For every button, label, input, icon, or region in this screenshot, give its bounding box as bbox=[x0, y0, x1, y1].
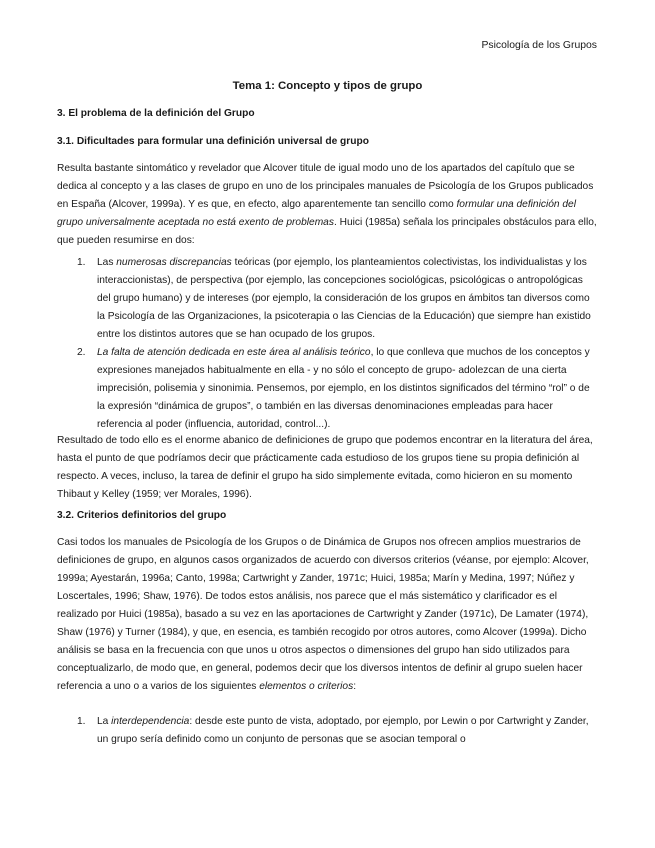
list-item bbox=[57, 254, 599, 344]
list-text: : desde este punto de vista, adoptado, por ejemplo, por Lewin o por Cartwright y Zander, un grupo sería definido como un conjunto de personas que se asocian temporal o bbox=[97, 716, 589, 745]
paragraph-text: : bbox=[353, 681, 357, 692]
section-3-2-heading: 3.2. Criterios definitorios del grupo bbox=[57, 510, 227, 521]
emphasis-text: interdependencia bbox=[111, 716, 190, 727]
emphasis-text: formular una definición del grupo universalmente aceptada no está exento de problemas bbox=[57, 199, 576, 228]
list-text: La bbox=[97, 716, 112, 727]
section-3-heading: 3. El problema de la definición del Grupo bbox=[57, 108, 255, 119]
section-3-2-paragraph-1 bbox=[57, 534, 599, 696]
list-text: Las bbox=[97, 257, 117, 268]
page-title: Tema 1: Concepto y tipos de grupo bbox=[232, 80, 423, 92]
list-text: teóricas (por ejemplo, los planteamientos colectivistas, los individualistas y los interaccionistas), de perspectiva (por ejemplo, las concepciones sociológicas, psicológicas o antropológicas del grupo humano) y de intereses (por ejemplo, la consideración de los grupos en ámbitos tan diversos como la Psicología de las Organizaciones, la psicoterapia o las Ciencias de la Educación) que siempre han existido entre los distintos autores que se han ocupado de los grupos. bbox=[97, 257, 591, 340]
running-header: Psicología de los Grupos bbox=[481, 40, 597, 51]
emphasis-text: numerosas discrepancias bbox=[116, 257, 232, 268]
obstacles-list bbox=[57, 254, 599, 434]
list-item bbox=[57, 713, 599, 749]
list-number: 2. bbox=[77, 347, 86, 358]
section-3-1-paragraph-2: Resultado de todo ello es el enorme abanico de definiciones de grupo que podemos encontrar en la literatura del área, hasta el punto de que podríamos decir que prácticamente cada estudioso de los grupos tiene su propia definición al respecto. A veces, incluso, la tarea de definir el grupo ha sido simplemente evitada, como hicieron en su momento Thibaut y Kelley (1959; ver Morales, 1996). bbox=[57, 435, 593, 500]
list-number: 1. bbox=[77, 716, 86, 727]
paragraph-text: . Huici (1985a) señala los principales obstáculos para ello, que pueden resumirse en dos: bbox=[57, 217, 597, 246]
paragraph-text: Resulta bastante sintomático y revelador que Alcover titule de igual modo uno de los apartados del capítulo que se dedica al concepto y a las clases de grupo en uno de los principales manuales de Psicología de los Grupos publicados en España (Alcover, 1999a). Y es que, en efecto, algo aparentemente tan sencillo como bbox=[57, 163, 594, 210]
section-3-1-heading: 3.1. Dificultades para formular una definición universal de grupo bbox=[57, 136, 369, 147]
emphasis-text: La falta de atención dedicada en este área al análisis teórico bbox=[97, 347, 371, 358]
criteria-list bbox=[57, 713, 599, 749]
list-number: 1. bbox=[77, 257, 86, 268]
paragraph-text: Casi todos los manuales de Psicología de los Grupos o de Dinámica de Grupos nos ofrecen amplios muestrarios de definiciones de grupo, en algunos casos organizados de acuerdo con diversos criterios (véanse, por ejemplo: Alcover, 1999a; Ayestarán, 1996a; Canto, 1998a; Cartwright y Zander, 1971c; Huici, 1985a; Marín y Medina, 1997; Núñez y Loscertales, 1996; Shaw, 1976). De todos estos análisis, nos parece que el más sistemático y clarificador es el realizado por Huici (1985a), basado a su vez en las aportaciones de Cartwright y Zander (1971c), De Lamater (1974), Shaw (1976) y Turner (1984), y que, en esencia, es también recogido por otros autores, como Alcover (1999a). Dicho análisis se basa en la frecuencia con que unos u otros aspectos o dimensiones del grupo han sido utilizados para conceptualizarlo, de modo que, en general, podemos decir que los diversos intentos de definir al grupo suelen hacer referencia a uno o a varios de los siguientes bbox=[57, 537, 589, 692]
emphasis-text: elementos o criterios bbox=[259, 681, 354, 692]
list-item bbox=[57, 344, 599, 434]
section-3-1-paragraph-1 bbox=[57, 160, 599, 250]
list-text: , lo que conlleva que muchos de los conceptos y expresiones manejados habitualmente en ella - y no sólo el concepto de grupo- adolezcan de una cierta imprecisión, polisemia y sinonimia. Pensemos, por ejemplo, en los distintos significados del término “rol” o de la expresión “dinámica de grupos”, o también en las diversas denominaciones empleadas para hacer referencia al poder (influencia, autoridad, control...). bbox=[97, 347, 590, 430]
